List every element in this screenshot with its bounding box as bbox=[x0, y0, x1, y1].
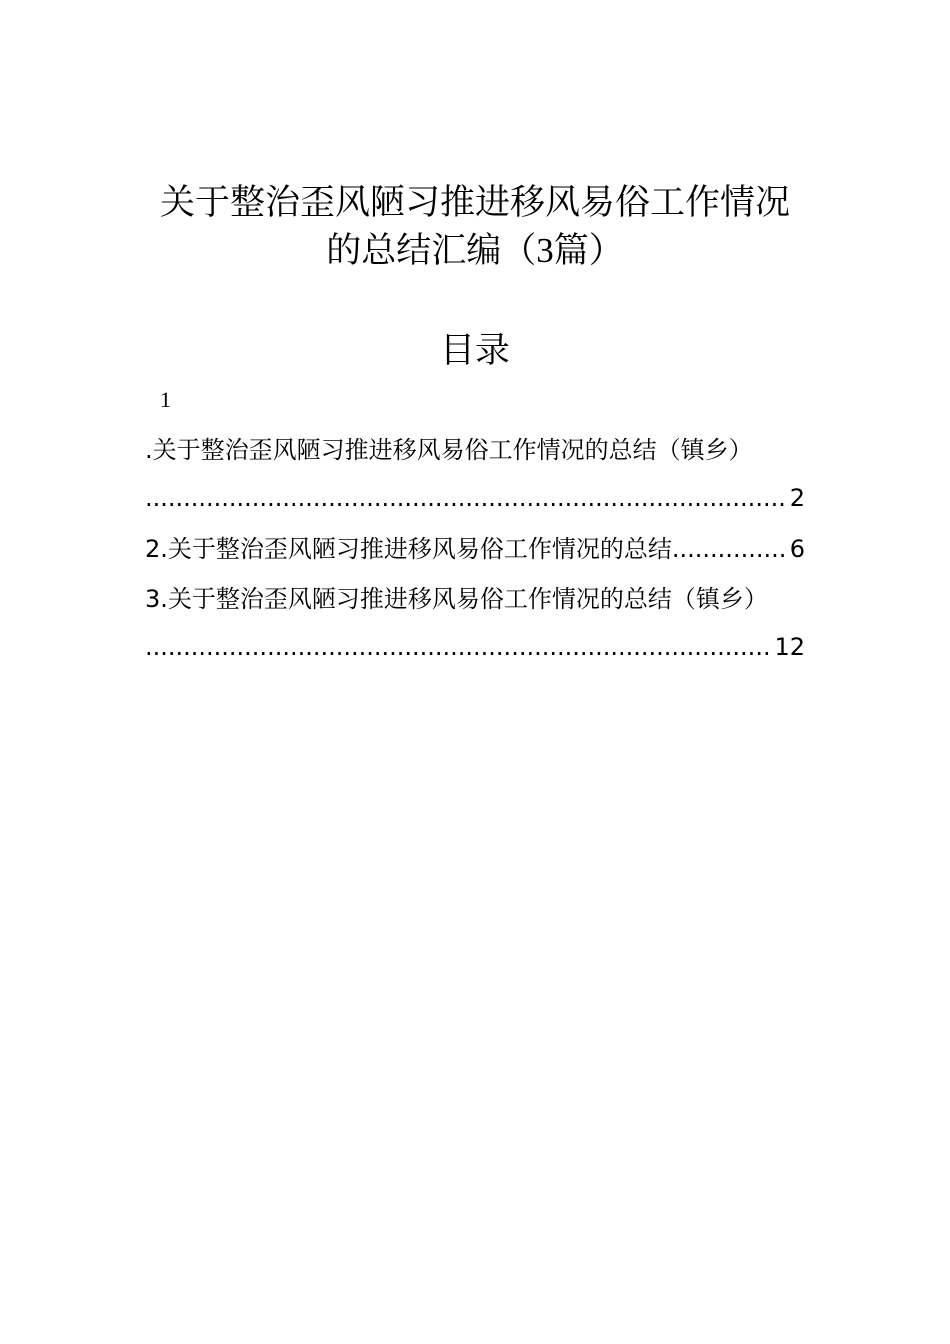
toc-entry-1-leader[interactable] bbox=[145, 481, 805, 515]
dot-leader bbox=[145, 481, 788, 515]
toc-heading: 目录 bbox=[439, 331, 510, 371]
title-line-2-prefix: 的总结汇编（ bbox=[326, 231, 537, 271]
title-count-number: 3 bbox=[536, 231, 554, 270]
document-title-line-1: 关于整治歪风陋习推进移风易俗工作情况 bbox=[159, 183, 790, 223]
toc-entry-3-leader[interactable] bbox=[145, 630, 805, 664]
toc-entry-2-text: 2.关于整治歪风陋习推进移风易俗工作情况的总结 bbox=[145, 535, 672, 563]
toc-entry-1-text[interactable]: .关于整治歪风陋习推进移风易俗工作情况的总结（镇乡） bbox=[145, 436, 753, 464]
dot-leader bbox=[145, 630, 772, 664]
toc-entry-1-page: 2 bbox=[789, 484, 805, 512]
toc-entry-2[interactable] bbox=[145, 532, 805, 566]
document-title-line-2 bbox=[100, 226, 850, 276]
dot-leader bbox=[672, 532, 788, 566]
toc-entry-3-text[interactable]: 3.关于整治歪风陋习推进移风易俗工作情况的总结（镇乡） bbox=[145, 585, 768, 613]
toc-entry-1-number: 1 bbox=[160, 387, 171, 412]
toc-entry-3-page: 12 bbox=[774, 633, 805, 661]
toc-entry-2-page: 6 bbox=[789, 535, 805, 563]
title-line-2-suffix: 篇） bbox=[553, 231, 624, 271]
